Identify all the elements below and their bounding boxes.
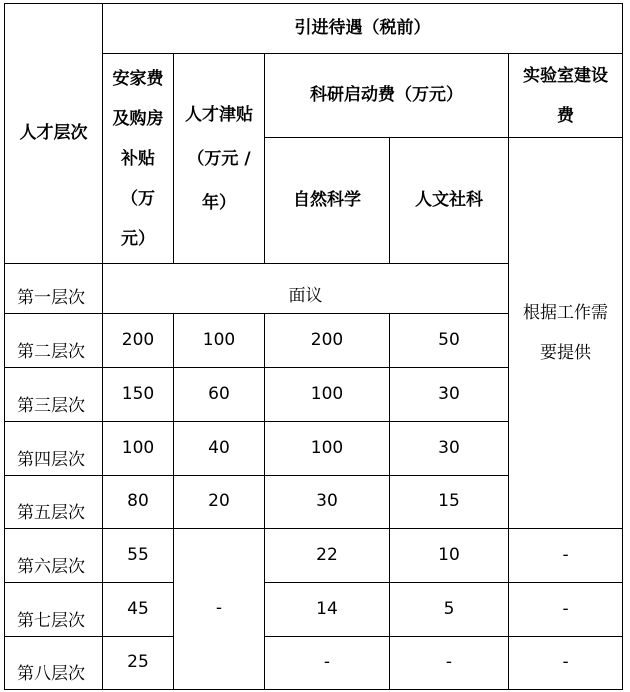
humanities-value: 30: [390, 422, 509, 476]
humanities-header: 人文社科: [390, 138, 509, 264]
row-level-label: 第五层次: [5, 476, 103, 529]
housing-value: 45: [103, 583, 174, 637]
housing-value: 100: [103, 422, 174, 476]
housing-header-line: 元）: [121, 228, 155, 249]
negotiable-cell: 面议: [103, 264, 509, 314]
lab-fee-value: -: [509, 637, 623, 690]
natural-science-value: 200: [265, 314, 390, 368]
lab-note-line: 要提供: [540, 343, 592, 363]
housing-value: 150: [103, 368, 174, 422]
talent-allowance-header: [174, 54, 265, 264]
humanities-value: 10: [390, 529, 509, 583]
lab-fee-value: -: [509, 583, 623, 637]
allowance-value: 60: [174, 368, 265, 422]
humanities-value: -: [390, 637, 509, 690]
lab-note-line: 根据工作需: [523, 303, 609, 323]
talent-benefits-table: [4, 3, 623, 690]
allowance-header-line: （万元 /: [187, 148, 251, 169]
housing-header-line: （万: [121, 188, 155, 209]
natural-science-header: 自然科学: [265, 138, 390, 264]
housing-header-line: 安家费: [112, 68, 164, 89]
row-level-label: 第三层次: [5, 368, 103, 422]
lab-header-line: 实验室建设: [523, 65, 609, 86]
benefits-group-header: 引进待遇（税前）: [103, 4, 623, 54]
humanities-value: 50: [390, 314, 509, 368]
row-level-label: 第二层次: [5, 314, 103, 368]
housing-value: 200: [103, 314, 174, 368]
humanities-value: 15: [390, 476, 509, 529]
row-level-label: 第四层次: [5, 422, 103, 476]
row-level-label: 第一层次: [5, 264, 103, 314]
allowance-header-line: 年）: [202, 192, 236, 213]
lab-construction-header: [509, 54, 623, 138]
table-row: [5, 583, 623, 637]
humanities-value: 30: [390, 368, 509, 422]
talent-level-header: 人才层次: [5, 4, 103, 264]
row-level-label: 第七层次: [5, 583, 103, 637]
lab-fee-note: [509, 138, 623, 529]
natural-science-value: 100: [265, 422, 390, 476]
allowance-header-line: 人才津贴: [185, 104, 253, 125]
row-level-label: 第八层次: [5, 637, 103, 690]
allowance-value: -: [174, 529, 265, 690]
natural-science-value: 30: [265, 476, 390, 529]
housing-value: 25: [103, 637, 174, 690]
natural-science-value: 14: [265, 583, 390, 637]
housing-value: 80: [103, 476, 174, 529]
housing-subsidy-header: [103, 54, 174, 264]
allowance-value: 20: [174, 476, 265, 529]
humanities-value: 5: [390, 583, 509, 637]
lab-fee-value: -: [509, 529, 623, 583]
allowance-value: 100: [174, 314, 265, 368]
table-row: [5, 637, 623, 690]
table-row: [5, 529, 623, 583]
housing-header-line: 及购房: [112, 108, 164, 129]
housing-value: 55: [103, 529, 174, 583]
lab-header-line: 费: [557, 105, 575, 126]
allowance-value: 40: [174, 422, 265, 476]
natural-science-value: 100: [265, 368, 390, 422]
research-fund-header: 科研启动费（万元）: [265, 54, 509, 138]
row-level-label: 第六层次: [5, 529, 103, 583]
housing-header-line: 补贴: [121, 148, 155, 169]
natural-science-value: 22: [265, 529, 390, 583]
natural-science-value: -: [265, 637, 390, 690]
